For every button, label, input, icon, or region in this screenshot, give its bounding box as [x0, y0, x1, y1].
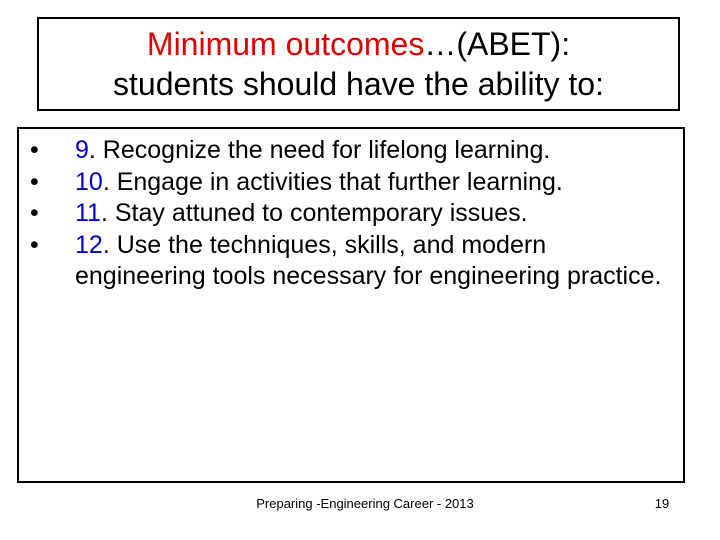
bullet-icon: •	[30, 136, 39, 164]
outcome-text: . Use the techniques, skills, and modern engineering tools necessary for engineering practice.	[75, 230, 662, 290]
outcome-number: 9	[75, 136, 89, 164]
bullet-list	[27, 135, 679, 293]
title-highlight: Minimum outcomes	[146, 26, 425, 62]
slide-title	[37, 17, 680, 111]
bullet-icon: •	[30, 199, 39, 227]
bullet-item	[27, 198, 679, 230]
bullet-item	[27, 135, 679, 167]
outcome-number: 10	[75, 167, 103, 196]
title-line-2: students should have the ability to:	[113, 66, 604, 102]
outcome-text: . Recognize the need for lifelong learning.	[88, 136, 551, 164]
content-box	[17, 127, 685, 483]
outcome-text: . Engage in activities that further learning.	[102, 167, 563, 196]
footer-text: Preparing -Engineering Career - 2013	[256, 496, 474, 511]
page-number: 19	[654, 496, 670, 511]
bullet-icon: •	[30, 167, 39, 196]
bullet-icon: •	[30, 230, 39, 259]
bullet-item	[27, 230, 679, 293]
bullet-item	[27, 167, 679, 199]
outcome-number: 11	[75, 199, 101, 227]
outcome-number: 12	[75, 230, 103, 259]
title-rest: …(ABET):	[424, 26, 571, 62]
outcome-text: . Stay attuned to contemporary issues.	[100, 199, 528, 227]
